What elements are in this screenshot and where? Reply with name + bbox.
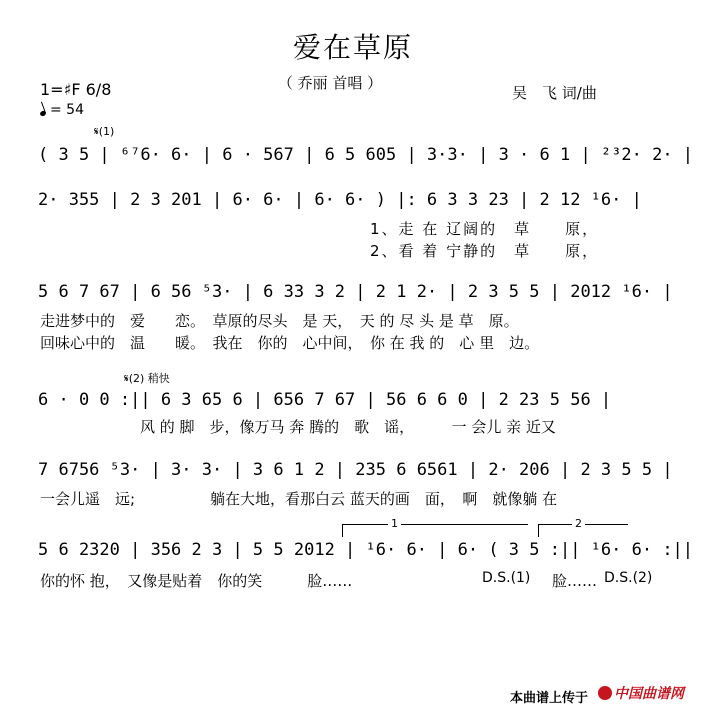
lyric-verse-1-line-1: 1、走 在 辽阔的 草 原， [370, 220, 600, 238]
page-title: 爱在草原 [292, 31, 413, 64]
volta-number-1: 1 [388, 517, 401, 530]
score-line-1: ( 3 5 | ⁶⁷6· 6· | 6 · 567 | 6 5 605 | 3·3· | 3 · 6 1 | ²³2· 2· | [38, 145, 694, 165]
key-signature: 1=♯F 6/8 [40, 80, 112, 99]
dal-segno-2: D.S.(2) [604, 570, 653, 586]
lyric-verse-2-line-2: 回味心中的 温 暖。 我在 你的 心中间， 你 在 我 的 心 里 边。 [40, 334, 540, 352]
segno-mark-1: 𝄋(1) [94, 125, 115, 138]
volta-number-2: 2 [572, 517, 585, 530]
score-line-4: 6 · 0 0 :|| 6 3 65 6 | 656 7 67 | 56 6 6 0 | 2 23 5 56 | [38, 390, 612, 410]
quarter-note-icon [39, 110, 46, 117]
performer-credit: （ 乔丽 首唱 ） [277, 74, 383, 92]
score-line-2: 2· 355 | 2 3 201 | 6· 6· | 6· 6· ) |: 6 3 3 23 | 2 12 ¹6· | [38, 190, 642, 210]
volta-bracket-1 [342, 517, 528, 530]
lyric-line-6: 你的怀 抱， 又像是贴着 你的笑 脸…… [40, 572, 353, 590]
lyric-line-4: 风 的 脚 步，像万马 奔 腾的 歌 谣， 一 会儿 亲 近又 [140, 418, 556, 436]
tempo-marking [40, 102, 84, 118]
lyric-line-5: 一会儿遥 远; 躺在大地，看那白云 蓝天的画 面， 啊 就像躺 在 [40, 490, 558, 508]
segno-mark-2: 𝄋(2) 稍快 [124, 372, 170, 385]
site-logo[interactable] [598, 683, 684, 703]
volta-bracket-2 [538, 517, 628, 530]
logo-icon [598, 686, 612, 700]
lyric-verse-2-line-1: 2、看 着 宁静的 草 原， [370, 242, 600, 260]
score-line-5: 7 6756 ⁵3· | 3· 3· | 3 6 1 2 | 235 6 6561 | 2· 206 | 2 3 5 5 | [38, 460, 673, 480]
upload-credit: 本曲谱上传于 [510, 691, 589, 706]
composer-credit: 吴 飞 词/曲 [512, 84, 597, 102]
logo-text: 中国曲谱网 [614, 686, 684, 702]
lyric-verse-1-line-2: 走进梦中的 爱 恋。 草原的尽头 是 天， 天 的 尽 头 是 草 原。 [40, 312, 519, 330]
score-line-6: 5 6 2320 | 356 2 3 | 5 5 2012 | ¹6· 6· | 6· ( 3 5 :|| ¹6· 6· :|| [38, 540, 694, 560]
tempo-value: = 54 [50, 102, 84, 118]
score-line-3: 5 6 7 67 | 6 56 ⁵3· | 6 33 3 2 | 2 1 2· | 2 3 5 5 | 2012 ¹6· | [38, 282, 673, 302]
lyric-ending-2: 脸…… [552, 572, 598, 590]
dal-segno-1: D.S.(1) [482, 570, 531, 586]
